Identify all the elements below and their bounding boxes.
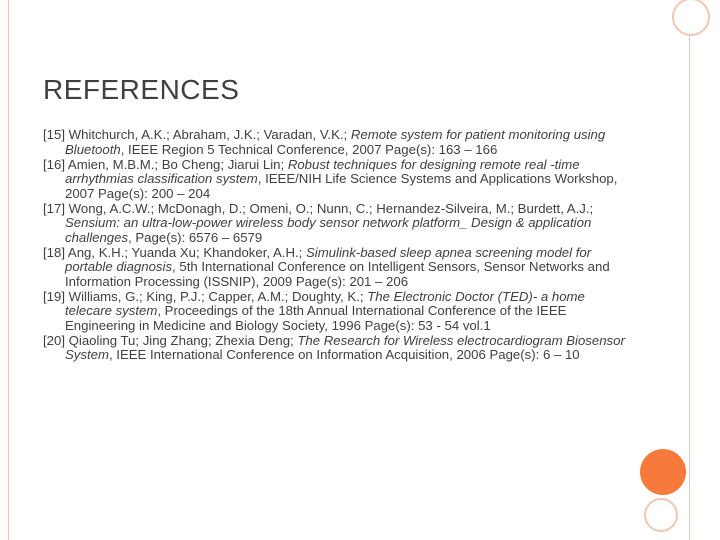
reference-item [43,246,633,290]
reference-item [43,334,633,363]
reference-item [43,290,633,334]
reference-item [43,158,633,202]
reference-source: , Proceedings of the 18th Annual International Conference of the IEEE Engineering in Medicine and Biology Society, 1996 Page(s): 53 - 54 vol.1 [65,303,567,333]
reference-authors: [20] Qiaoling Tu; Jing Zhang; Zhexia Deng; [43,332,298,348]
reference-list [43,128,633,364]
decorative-circle-accent [640,449,686,495]
reference-authors: [15] Whitchurch, A.K.; Abraham, J.K.; Varadan, V.K.; [43,127,351,142]
reference-source: , IEEE International Conference on Information Acquisition, 2006 Page(s): 6 – 10 [108,347,580,363]
reference-item [43,128,633,157]
reference-source: , IEEE Region 5 Technical Conference, 2007 Page(s): 163 – 166 [120,141,498,157]
reference-title: Remote system for patient monitoring using Bluetooth [65,127,606,157]
reference-authors: [16] Amien, M.B.M.; Bo Cheng; Jiarui Lin; [43,156,288,172]
reference-title: Simulink-based sleep apnea screening model for portable diagnosis [65,244,592,275]
reference-authors: [17] Wong, A.C.W.; McDonagh, D.; Omeni, O.; Nunn, C.; Hernandez-Silveira, M.; Burdett, A.J.; [43,200,594,216]
decorative-circle-top [672,0,710,36]
reference-source: , Page(s): 6576 – 6579 [128,229,263,245]
reference-source: , IEEE/NIH Life Science Systems and Applications Workshop, 2007 Page(s): 200 – 204 [65,171,618,201]
reference-authors: [18] Ang, K.H.; Yuanda Xu; Khandoker, A.H.; [43,244,306,260]
reference-title: Robust techniques for designing remote real -time arrhythmias classification system [65,156,580,187]
slide-title: REFERENCES [43,74,240,105]
reference-title: The Research for Wireless electrocardiogram Biosensor System [65,332,625,363]
reference-source: , 5th International Conference on Intelligent Sensors, Sensor Networks and Information Processing (ISSNIP), 2009 Page(s): 201 – 206 [65,259,610,289]
decorative-circle-bottom [644,498,678,532]
reference-title: Sensium: an ultra-low-power wireless body sensor network platform_ Design & application challenges [65,215,592,245]
reference-item [43,202,633,246]
reference-authors: [19] Williams, G.; King, P.J.; Capper, A.M.; Doughty, K.; [43,288,368,304]
reference-title: The Electronic Doctor (TED)- a home telecare system [65,288,585,319]
